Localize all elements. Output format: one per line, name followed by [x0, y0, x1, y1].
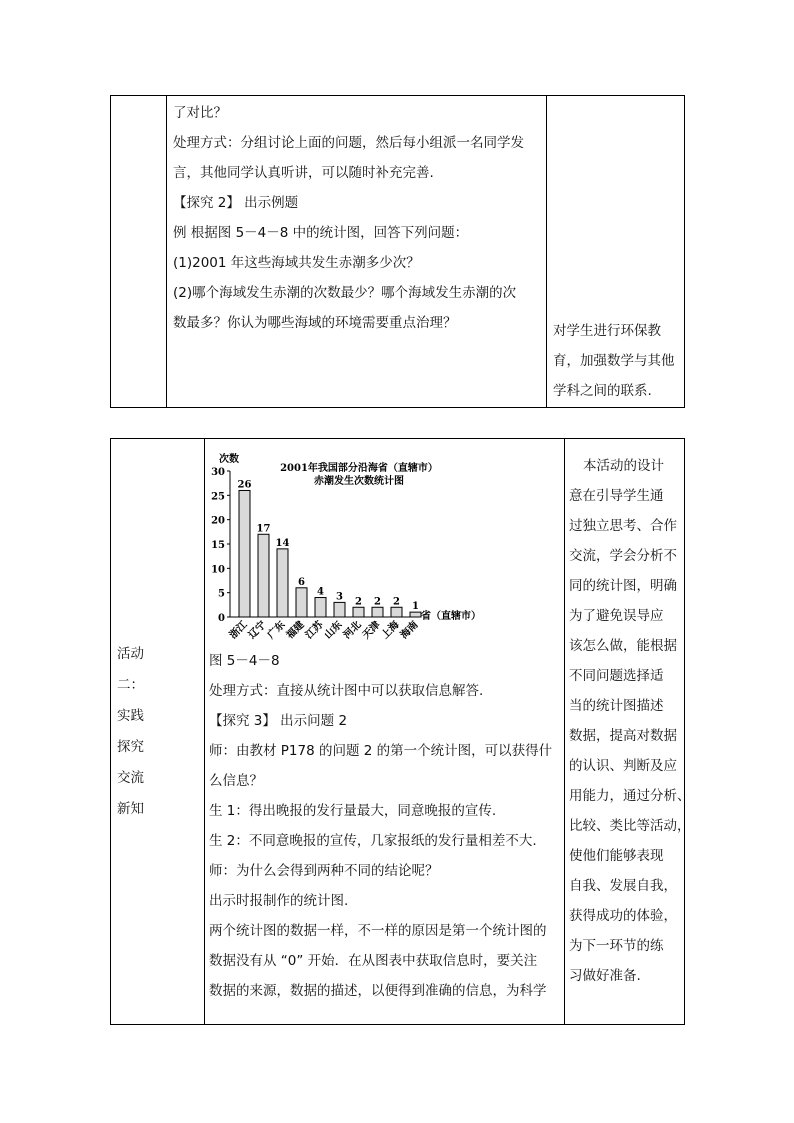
- red-tide-bar-chart: [209, 441, 509, 646]
- y-tick-label: 15: [211, 540, 225, 551]
- text-line: 言，其他同学认真听讲，可以随时补充完善.: [173, 165, 434, 181]
- table1-content-cell: [173, 98, 543, 338]
- text-line: (1)2001 年这些海域共发生赤潮多少次？: [173, 255, 420, 271]
- bar-江苏: [315, 598, 326, 617]
- activity-label-cell: [117, 639, 197, 825]
- table1-notes-cell: [553, 316, 683, 406]
- text-line: 数据没有从 “0” 开始．在从图表中获取信息时，要关注: [209, 953, 538, 969]
- table1-divider-2: [546, 96, 547, 407]
- text-line: 【探究 3】 出示问题 2: [209, 713, 348, 729]
- data-label: 6: [298, 576, 305, 588]
- data-label: 2: [374, 596, 381, 608]
- note-line: 数据，提高对数据: [569, 728, 677, 744]
- bar-福建: [296, 588, 307, 617]
- bar-海南: [410, 612, 421, 617]
- text-line: 师：为什么会得到两种不同的结论呢？: [209, 863, 439, 879]
- chart-x-axis-label: 省（直辖市）: [421, 611, 481, 622]
- x-tick-label: 辽宁: [246, 619, 269, 642]
- note-line: 该怎么做，能根据: [569, 638, 677, 654]
- activity-label-line: 二：: [117, 677, 144, 693]
- y-tick-label: 10: [211, 564, 225, 576]
- text-line: 生 2：不同意晚报的宣传，几家报纸的发行量相差不大.: [209, 833, 537, 849]
- y-tick-label: 5: [218, 588, 225, 600]
- bar-浙江: [239, 490, 250, 617]
- bar-上海: [391, 607, 402, 617]
- x-tick-label: 河北: [341, 619, 364, 642]
- text-line: 数据的来源，数据的描述，以便得到准确的信息，为科学: [209, 983, 547, 999]
- note-line: 的认识、判断及应: [569, 758, 677, 774]
- bar-天津: [372, 607, 383, 617]
- y-tick-label: 20: [211, 515, 225, 527]
- x-tick-label: 上海: [379, 619, 402, 642]
- chart-title: 2001年我国部分沿海省（直辖市）: [280, 463, 438, 474]
- note-line: 不同问题选择适: [569, 668, 664, 684]
- note-line: 获得成功的体验，: [569, 908, 677, 924]
- text-line: 数最多？你认为哪些海域的环境需要重点治理？: [173, 315, 457, 331]
- note-line: 育，加强数学与其他: [553, 353, 675, 369]
- chart-y-axis-label: 次数: [219, 454, 239, 465]
- x-tick-label: 广东: [265, 619, 288, 642]
- data-label: 17: [256, 523, 271, 535]
- lesson-table-1: [110, 95, 685, 408]
- x-tick-label: 福建: [284, 619, 307, 642]
- x-tick-label: 江苏: [303, 619, 326, 642]
- note-line: 本活动的设计: [583, 458, 664, 474]
- x-tick-label: 海南: [398, 619, 421, 642]
- text-line: 了对比？: [173, 105, 227, 121]
- activity-label-line: 探究: [117, 739, 144, 755]
- bar-河北: [353, 607, 364, 617]
- x-tick-label: 天津: [360, 619, 383, 642]
- text-line: 例 根据图 5－4－8 中的统计图，回答下列问题：: [173, 225, 469, 241]
- text-line: 么信息？: [209, 773, 263, 789]
- data-label: 1: [412, 601, 419, 613]
- activity-label-line: 实践: [117, 708, 144, 724]
- note-line: 交流，学会分析不: [569, 548, 677, 564]
- activity-label-line: 交流: [117, 770, 144, 786]
- text-line: (2)哪个海域发生赤潮的次数最少？哪个海域发生赤潮的次: [173, 285, 517, 301]
- y-tick-label: 30: [211, 467, 225, 478]
- text-line: 生 1：得出晚报的发行量最大，同意晚报的宣传.: [209, 803, 497, 819]
- y-tick-label: 25: [211, 491, 225, 503]
- note-line: 当的统计图描述: [569, 698, 664, 714]
- text-line: 处理方式：直接从统计图中可以获取信息解答.: [209, 683, 484, 699]
- note-line: 使他们能够表现: [569, 848, 664, 864]
- text-line: 师：由教材 P178 的问题 2 的第一个统计图，可以获得什: [209, 743, 553, 759]
- data-label: 2: [355, 596, 362, 608]
- note-line: 意在引导学生通: [569, 488, 664, 504]
- data-label: 2: [393, 596, 400, 608]
- table2-notes-cell: [569, 451, 691, 991]
- note-line: 习做好准备.: [569, 968, 641, 984]
- bar-广东: [277, 549, 288, 617]
- note-line: 为下一环节的练: [569, 938, 664, 954]
- text-line: 出示时报制作的统计图.: [209, 893, 349, 909]
- text-line: 处理方式：分组讨论上面的问题，然后每小组派一名同学发: [173, 135, 524, 151]
- bar-辽宁: [258, 534, 269, 617]
- note-line: 用能力，通过分析、: [569, 788, 691, 804]
- table2-content-cell: [209, 441, 561, 1006]
- y-tick-label: 0: [218, 613, 225, 624]
- text-line: 两个统计图的数据一样，不一样的原因是第一个统计图的: [209, 923, 547, 939]
- bar-山东: [334, 602, 345, 617]
- lesson-table-2: [110, 438, 691, 1025]
- table2-divider-2: [564, 439, 565, 1024]
- note-line: 过独立思考、合作: [569, 518, 677, 534]
- note-line: 为了避免误导应: [569, 608, 664, 624]
- note-line: 同的统计图，明确: [569, 578, 677, 594]
- figure-caption: 图 5－4－8: [209, 653, 280, 669]
- activity-label-line: 新知: [117, 801, 144, 817]
- data-label: 3: [336, 591, 343, 603]
- data-label: 14: [275, 537, 290, 549]
- table1-divider-1: [166, 96, 167, 407]
- activity-label-line: 活动: [117, 646, 144, 662]
- data-label: 4: [317, 586, 324, 598]
- note-line: 对学生进行环保教: [553, 323, 661, 339]
- text-line: 【探究 2】 出示例题: [173, 195, 299, 211]
- note-line: 比较、类比等活动，: [569, 818, 691, 834]
- data-label: 26: [237, 479, 252, 491]
- x-tick-label: 浙江: [227, 619, 250, 642]
- note-line: 自我、发展自我，: [569, 878, 677, 894]
- x-tick-label: 山东: [322, 619, 345, 642]
- table2-divider-1: [204, 439, 205, 1024]
- note-line: 学科之间的联系.: [553, 383, 652, 399]
- chart-subtitle: 赤潮发生次数统计图: [314, 476, 404, 487]
